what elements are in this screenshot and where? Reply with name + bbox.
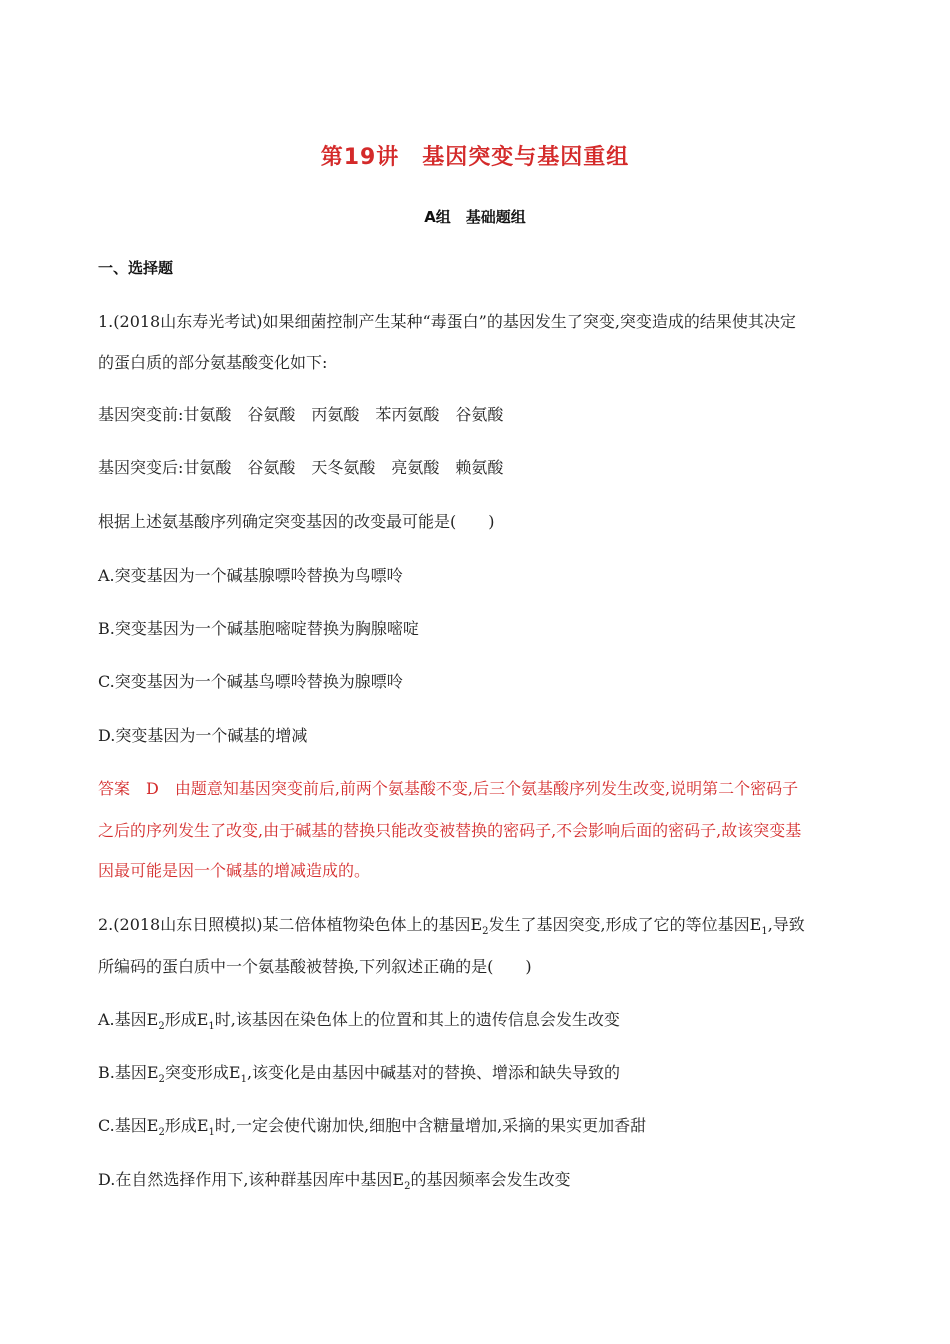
- q1-answer-line3: 因最可能是因一个碱基的增减造成的。: [98, 861, 371, 880]
- group-heading: A组 基础题组: [424, 208, 526, 226]
- q1-option-d: D.突变基因为一个碱基的增减: [98, 726, 308, 745]
- q1-option-b: B.突变基因为一个碱基胞嘧啶替换为胸腺嘧啶: [98, 619, 419, 638]
- q2-option-b: B.基因$E_2$突变形成$E_1$,该变化是由基因中碱基对的替换、增添和缺失导致的: [98, 1063, 621, 1086]
- q1-answer-line1: 答案 D 由题意知基因突变前后,前两个氨基酸不变,后三个氨基酸序列发生改变,说明第二个密码子: [98, 779, 799, 798]
- section-heading: 一、选择题: [98, 259, 174, 277]
- q1-after-mutation: 基因突变后:甘氨酸 谷氨酸 天冬氨酸 亮氨酸 赖氨酸: [98, 458, 504, 477]
- q1-stem-line2: 的蛋白质的部分氨基酸变化如下:: [98, 353, 328, 372]
- q1-option-c: C.突变基因为一个碱基鸟嘌呤替换为腺嘌呤: [98, 672, 403, 691]
- q2-option-c: C.基因$E_2$形成$E_1$时,一定会使代谢加快,细胞中含糖量增加,采摘的果实更加香甜: [98, 1116, 647, 1139]
- page-title: 第19讲 基因突变与基因重组: [320, 145, 630, 170]
- q1-answer-line2: 之后的序列发生了改变,由于碱基的替换只能改变被替换的密码子,不会影响后面的密码子,故该突变基: [98, 821, 802, 840]
- q1-question: 根据上述氨基酸序列确定突变基因的改变最可能是( ): [98, 512, 495, 531]
- q2-stem-line2: 所编码的蛋白质中一个氨基酸被替换,下列叙述正确的是( ): [98, 957, 532, 976]
- q1-stem-line1: 1.(2018山东寿光考试)如果细菌控制产生某种“毒蛋白”的基因发生了突变,突变造成的结果使其决定: [98, 312, 796, 331]
- q2-option-a: A.基因$E_2$形成$E_1$时,该基因在染色体上的位置和其上的遗传信息会发生改变: [98, 1010, 620, 1033]
- q1-option-a: A.突变基因为一个碱基腺嘌呤替换为鸟嘌呤: [98, 566, 403, 585]
- q2-option-d: D.在自然选择作用下,该种群基因库中基因$E_2$的基因频率会发生改变: [98, 1170, 571, 1193]
- q2-stem-line1: 2.(2018山东日照模拟)某二倍体植物染色体上的基因$E_2$发生了基因突变,形成了它的等位基因$E_1$,导致: [98, 915, 805, 938]
- q1-before-mutation: 基因突变前:甘氨酸 谷氨酸 丙氨酸 苯丙氨酸 谷氨酸: [98, 405, 504, 424]
